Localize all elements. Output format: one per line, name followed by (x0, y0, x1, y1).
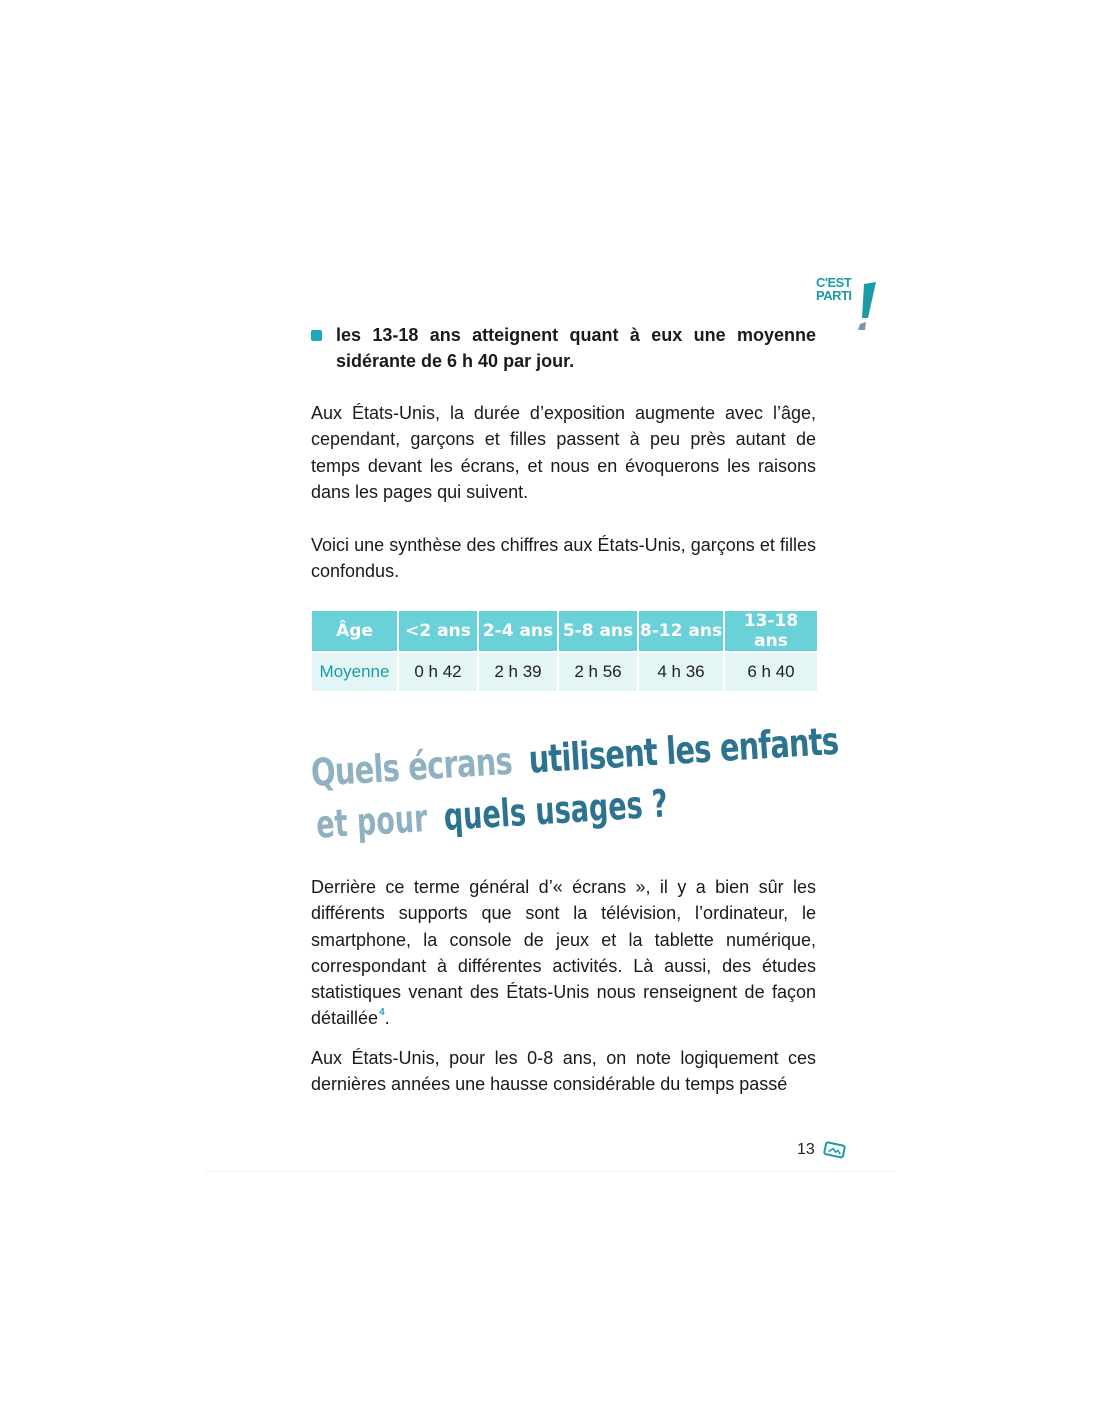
svg-text:Quels écrans utilise (309, 712, 937, 795)
footer-divider (205, 1170, 895, 1174)
table-header-cell: 13-18 ans (724, 611, 817, 652)
footnote-reference: 4 (379, 1007, 385, 1019)
table-header-cell: <2 ans (398, 611, 478, 652)
table-header-row (312, 611, 817, 652)
heading-line1-dark: utilisent les enfants (527, 712, 937, 782)
heading-line2-light: et pour (314, 793, 474, 847)
table-cell: 2 h 56 (558, 652, 638, 691)
bullet-square-icon (311, 330, 322, 341)
tablet-icon (823, 1141, 847, 1159)
table-header-cell: 8-12 ans (638, 611, 724, 652)
paragraph-exposure: Aux États-Unis, la durée d’exposition augmente avec l’âge, cependant, garçons et filles passent à peu près autant de temps devant les écrans, et nous en évoquerons les raisons dans les pages qui suivent. (311, 403, 816, 502)
table-row-label: Moyenne (312, 652, 398, 691)
paragraph-screens-end: . (384, 1008, 390, 1029)
section-heading (309, 712, 937, 848)
paragraph-screens (311, 874, 816, 1032)
table-header-cell: Âge (312, 611, 398, 652)
paragraph-screens-text: Derrière ce terme général d’« écrans », il y a bien sûr les différents supports que sont la télévision, l’ordinateur, le smartphone, la console de jeux et la tablette numérique, correspondant à différentes activités. Là aussi, des études statistiques venant des États-Unis nous renseignent de façon détaillée (311, 877, 816, 1029)
heading-line2-dark: quels usages ? (442, 775, 760, 839)
paragraph-usage: Aux États-Unis, pour les 0-8 ans, on note logiquement ces dernières années une hausse considérable du temps passé (311, 1048, 816, 1095)
paragraph-synthesis: Voici une synthèse des chiffres aux États-Unis, garçons et filles confondus. (311, 535, 816, 582)
cest-parti-logo (812, 274, 882, 334)
table-cell: 4 h 36 (638, 652, 724, 691)
table-cell: 6 h 40 (724, 652, 817, 691)
bullet-text: les 13-18 ans atteignent quant à eux une moyenne sidérante de 6 h 40 par jour. (336, 325, 816, 371)
exclamation-icon (854, 280, 878, 332)
table-header-cell: 2-4 ans (478, 611, 558, 652)
bullet-point (311, 322, 816, 374)
table-cell: 0 h 42 (398, 652, 478, 691)
heading-line1-light: Quels écrans (309, 734, 577, 795)
screen-time-table (312, 611, 817, 691)
page-number: 13 (797, 1141, 815, 1158)
table-cell: 2 h 39 (478, 652, 558, 691)
logo-text-line2: PARTI (816, 288, 852, 303)
logo-text-line1: C'EST (816, 275, 852, 290)
table-header-cell: 5-8 ans (558, 611, 638, 652)
table-row (312, 652, 817, 691)
